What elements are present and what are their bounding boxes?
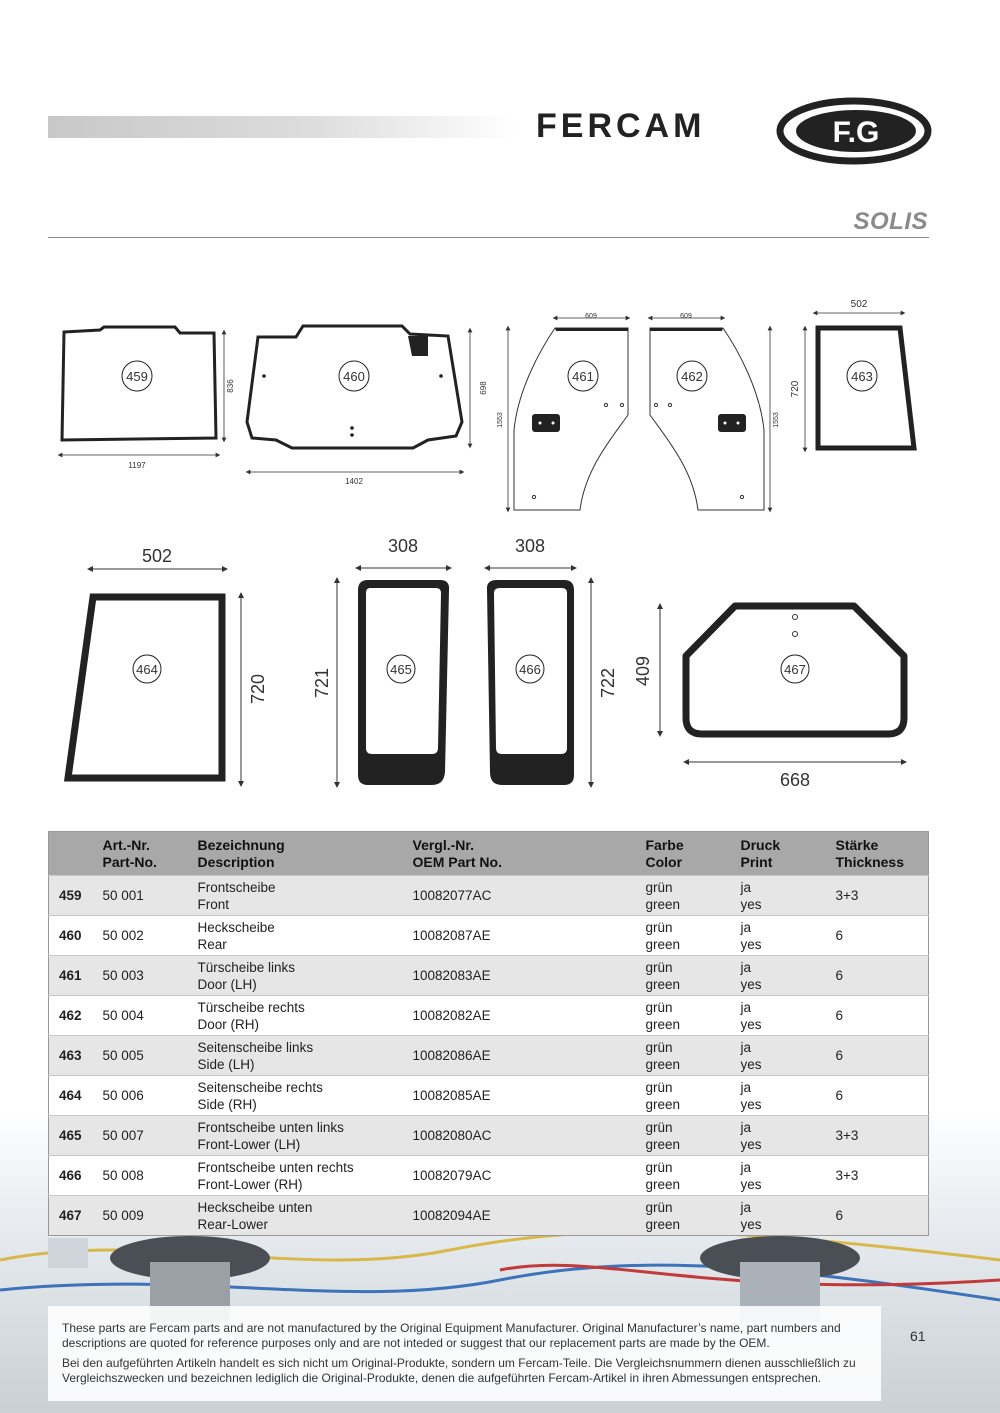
table-row <box>49 996 929 1036</box>
row-color: grün green <box>642 876 737 916</box>
row-index: 460 <box>49 916 99 956</box>
row-oem-part-no: 10082079AC <box>409 1156 642 1196</box>
row-thickness: 6 <box>832 956 929 996</box>
drawing-459 <box>60 327 235 470</box>
row-print: ja yes <box>737 916 832 956</box>
table-row <box>49 1036 929 1076</box>
dim-459-height: 836 <box>226 379 235 393</box>
dim-460-height: 698 <box>479 381 488 395</box>
header-part-no: Art.-Nr. Part-No. <box>99 832 194 876</box>
drawing-460 <box>247 326 488 486</box>
row-part-no: 50 005 <box>99 1036 194 1076</box>
brand-title: SOLIS <box>853 208 928 235</box>
dim-464-width: 502 <box>141 546 173 566</box>
label-463: 463 <box>851 369 873 384</box>
label-466: 466 <box>519 662 541 677</box>
drawing-461 <box>497 313 628 510</box>
row-description: Heckscheibe Rear <box>194 916 409 956</box>
row-print: ja yes <box>737 1116 832 1156</box>
row-description: Frontscheibe Front <box>194 876 409 916</box>
row-thickness: 6 <box>832 1036 929 1076</box>
header-index <box>49 832 99 876</box>
header-oem-part-no: Vergl.-Nr. OEM Part No. <box>409 832 642 876</box>
row-print: ja yes <box>737 876 832 916</box>
dim-465-width: 308 <box>387 536 419 556</box>
row-oem-part-no: 10082077AC <box>409 876 642 916</box>
row-thickness: 3+3 <box>832 1156 929 1196</box>
table-row <box>49 1076 929 1116</box>
row-thickness: 3+3 <box>832 1116 929 1156</box>
row-part-no: 50 001 <box>99 876 194 916</box>
row-description: Frontscheibe unten links Front-Lower (LH) <box>194 1116 409 1156</box>
dim-461-height: 1553 <box>497 412 504 428</box>
header-print: Druck Print <box>737 832 832 876</box>
label-462: 462 <box>681 369 703 384</box>
row-part-no: 50 009 <box>99 1196 194 1236</box>
row-part-no: 50 003 <box>99 956 194 996</box>
table-row <box>49 916 929 956</box>
row-oem-part-no: 10082080AC <box>409 1116 642 1156</box>
label-465: 465 <box>390 662 412 677</box>
dim-466-height: 722 <box>598 667 618 699</box>
row-color: grün green <box>642 1076 737 1116</box>
row-color: grün green <box>642 1036 737 1076</box>
drawing-466 <box>487 536 618 785</box>
table-row <box>49 1116 929 1156</box>
row-description: Heckscheibe unten Rear-Lower <box>194 1196 409 1236</box>
fercam-logo <box>536 95 936 167</box>
row-color: grün green <box>642 1156 737 1196</box>
drawing-465 <box>312 536 449 785</box>
row-color: grün green <box>642 996 737 1036</box>
row-print: ja yes <box>737 996 832 1036</box>
drawing-462 <box>650 313 780 510</box>
label-459: 459 <box>126 369 148 384</box>
row-part-no: 50 008 <box>99 1156 194 1196</box>
dim-466-width: 308 <box>514 536 546 556</box>
row-part-no: 50 006 <box>99 1076 194 1116</box>
disclaimer-english: These parts are Fercam parts and are not manufactured by the Original Equipment Manufacturer. Original Manufacturer’s name, part numbers and descriptions are quoted for reference purposes only and are not inteded or suggest that our replacement parts are made by the OEM. <box>62 1321 841 1350</box>
row-print: ja yes <box>737 1196 832 1236</box>
row-oem-part-no: 10082083AE <box>409 956 642 996</box>
table-header-row <box>49 832 929 876</box>
row-index: 464 <box>49 1076 99 1116</box>
row-print: ja yes <box>737 1036 832 1076</box>
header-thickness: Stärke Thickness <box>832 832 929 876</box>
row-print: ja yes <box>737 1076 832 1116</box>
table-row <box>49 1156 929 1196</box>
row-color: grün green <box>642 916 737 956</box>
row-part-no: 50 004 <box>99 996 194 1036</box>
dim-462-width: 609 <box>680 313 692 320</box>
row-description: Türscheibe rechts Door (RH) <box>194 996 409 1036</box>
table-row <box>49 876 929 916</box>
row-print: ja yes <box>737 956 832 996</box>
dim-463-height: 720 <box>790 380 801 398</box>
table-row <box>49 956 929 996</box>
row-index: 467 <box>49 1196 99 1236</box>
page-number: 61 <box>910 1328 926 1344</box>
row-color: grün green <box>642 1196 737 1236</box>
dim-464-height: 720 <box>248 673 268 705</box>
dim-459-width: 1197 <box>128 461 146 470</box>
row-description: Türscheibe links Door (LH) <box>194 956 409 996</box>
row-part-no: 50 002 <box>99 916 194 956</box>
row-oem-part-no: 10082094AE <box>409 1196 642 1236</box>
label-464: 464 <box>136 662 158 677</box>
header-description: Bezeichnung Description <box>194 832 409 876</box>
dim-467-height: 409 <box>633 655 653 687</box>
label-460: 460 <box>343 369 365 384</box>
drawing-463 <box>790 299 914 450</box>
parts-table <box>48 831 929 1236</box>
row-oem-part-no: 10082087AE <box>409 916 642 956</box>
row-index: 459 <box>49 876 99 916</box>
table-row <box>49 1196 929 1236</box>
dim-462-height: 1553 <box>773 412 780 428</box>
header-color: Farbe Color <box>642 832 737 876</box>
label-467: 467 <box>784 662 806 677</box>
disclaimer-box <box>48 1306 881 1401</box>
row-oem-part-no: 10082082AE <box>409 996 642 1036</box>
row-thickness: 6 <box>832 1076 929 1116</box>
label-461: 461 <box>572 369 594 384</box>
dim-463-width: 502 <box>850 299 868 310</box>
row-index: 462 <box>49 996 99 1036</box>
brand-rule <box>48 237 929 238</box>
disclaimer-german: Bei den aufgeführten Artikeln handelt es sich nicht um Original-Produkte, sondern um Fercam-Teile. Die Vergleichsnummern dienen ausschließlich zu Vergleichszwecken und bezeichnen lediglich die Original-Produkte, denen die aufgeführten Fercam-Artikel in ihren Abmessungen entsprechen. <box>62 1356 856 1385</box>
row-color: grün green <box>642 956 737 996</box>
row-thickness: 6 <box>832 996 929 1036</box>
glass-drawings <box>0 290 1000 810</box>
row-index: 466 <box>49 1156 99 1196</box>
logo-badge: F.G <box>832 116 880 149</box>
row-description: Seitenscheibe rechts Side (RH) <box>194 1076 409 1116</box>
row-index: 461 <box>49 956 99 996</box>
row-print: ja yes <box>737 1156 832 1196</box>
row-thickness: 3+3 <box>832 876 929 916</box>
row-color: grün green <box>642 1116 737 1156</box>
drawing-464 <box>68 546 268 784</box>
header-gradient-bar <box>48 116 518 138</box>
dim-461-width: 609 <box>585 313 597 320</box>
row-description: Frontscheibe unten rechts Front-Lower (RH) <box>194 1156 409 1196</box>
row-thickness: 6 <box>832 1196 929 1236</box>
drawing-467 <box>633 606 904 790</box>
row-thickness: 6 <box>832 916 929 956</box>
row-part-no: 50 007 <box>99 1116 194 1156</box>
row-index: 463 <box>49 1036 99 1076</box>
dim-467-width: 668 <box>779 770 811 790</box>
dim-460-width: 1402 <box>345 477 363 486</box>
logo-text: FERCAM <box>536 107 706 145</box>
dim-465-height: 721 <box>312 667 332 699</box>
row-oem-part-no: 10082086AE <box>409 1036 642 1076</box>
row-description: Seitenscheibe links Side (LH) <box>194 1036 409 1076</box>
row-oem-part-no: 10082085AE <box>409 1076 642 1116</box>
row-index: 465 <box>49 1116 99 1156</box>
